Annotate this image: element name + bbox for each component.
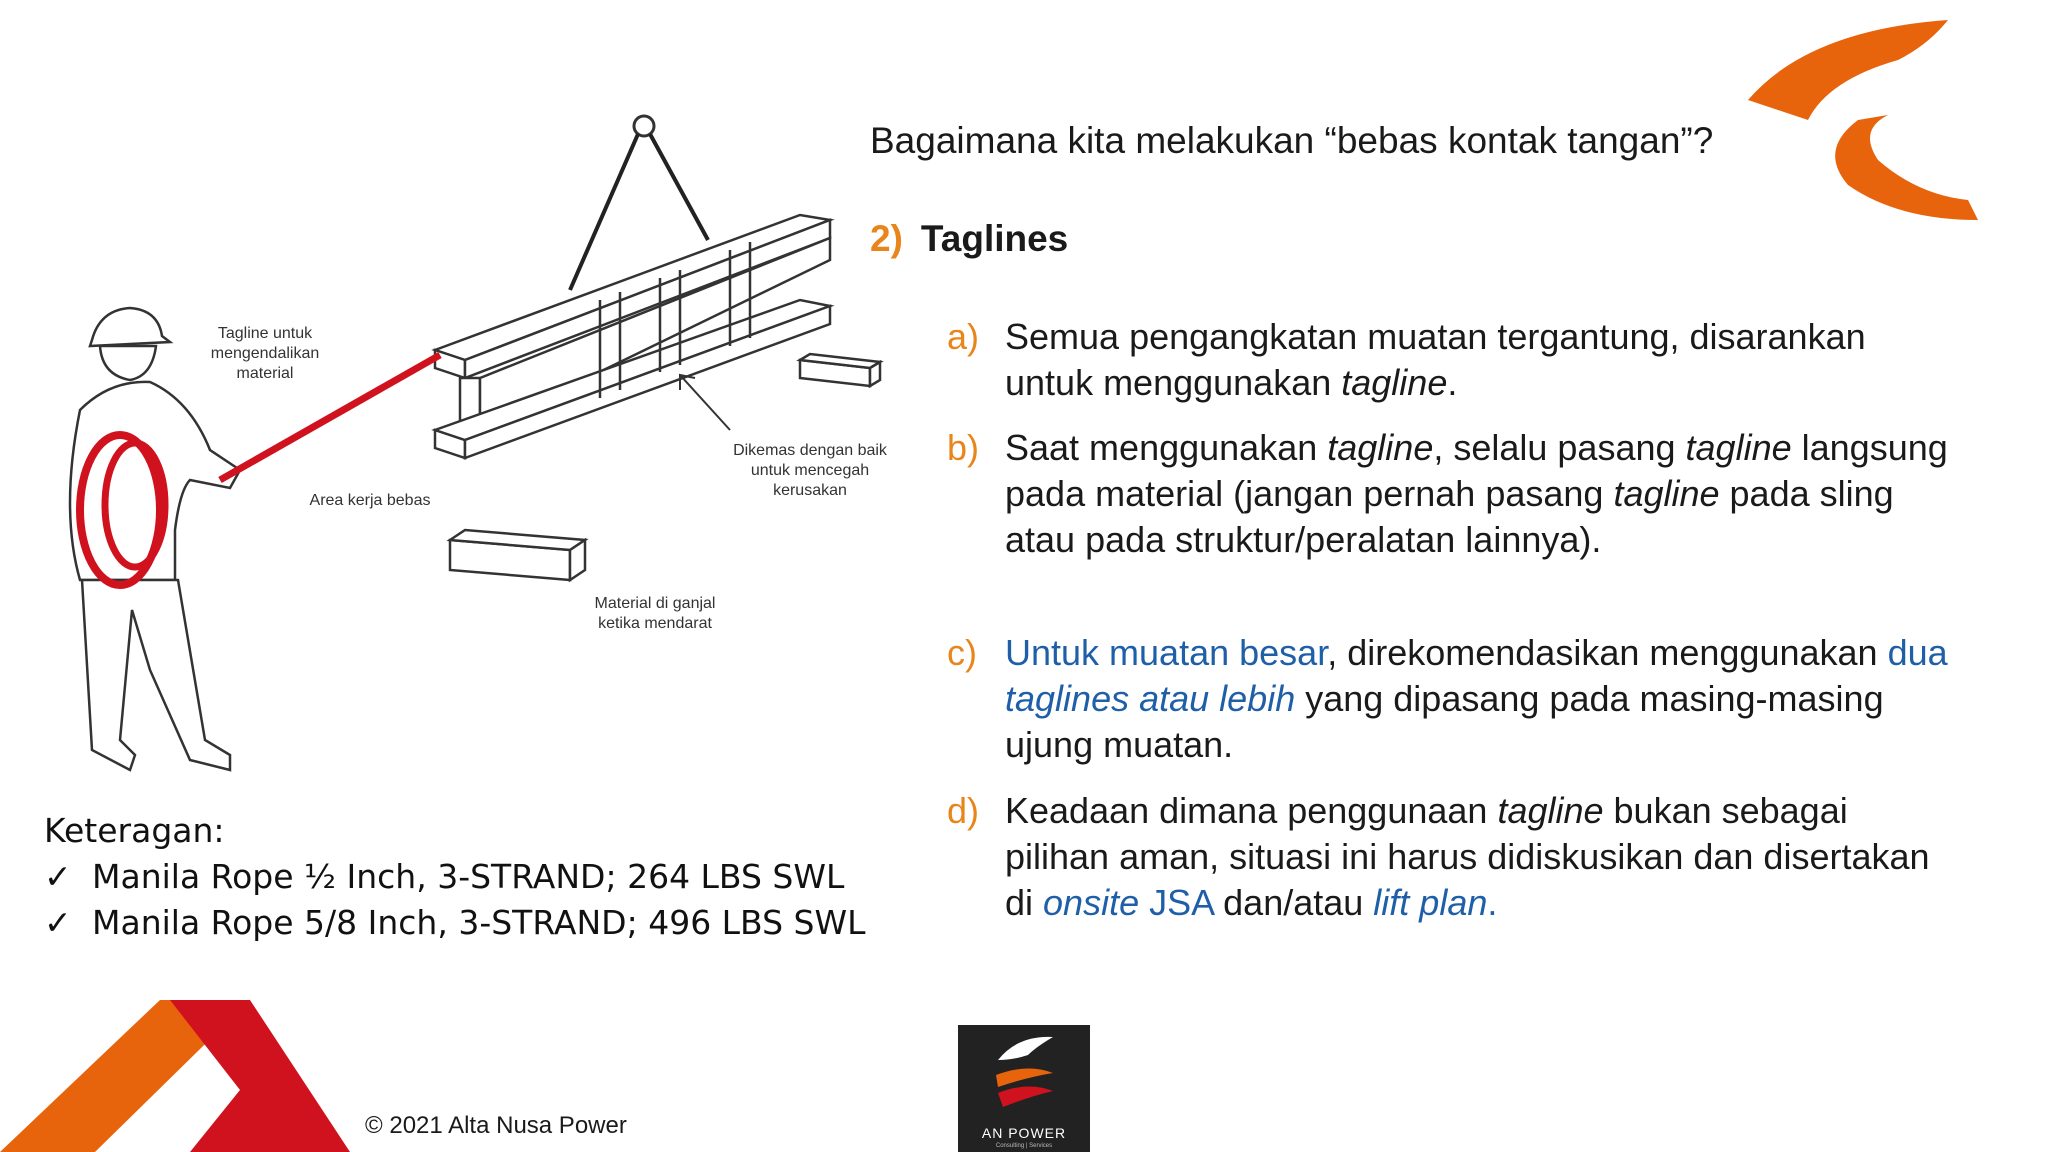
section-title: Taglines: [920, 218, 1069, 259]
item-text-segment: tagline: [1685, 427, 1792, 468]
notes-item-text: Manila Rope 5/8 Inch, 3-STRAND; 496 LBS SWL: [92, 903, 866, 942]
item-letter: d): [947, 790, 980, 831]
dunnage-block-large: [450, 530, 585, 580]
checkmark-icon: ✓: [44, 857, 72, 896]
slide-question: Bagaimana kita melakukan “bebas kontak tangan”?: [870, 120, 1714, 161]
notes-item: [44, 900, 866, 946]
item-text-segment: , direkomendasikan menggunakan: [1327, 632, 1888, 673]
brand-logo-mark: [1748, 20, 1988, 220]
item-text-segment: tagline: [1497, 790, 1604, 831]
brand-name: AN POWER: [981, 1125, 1067, 1141]
item-text-segment: Saat menggunakan: [1005, 427, 1328, 468]
item-text-segment: Semua pengangkatan muatan tergantung, disarankan untuk menggunakan: [1005, 316, 1866, 403]
crane-hook: [634, 116, 654, 136]
label-block-2: ketika mendarat: [598, 615, 712, 632]
label-packed-2: untuk mencegah: [750, 462, 870, 479]
item-text-segment: tagline: [1341, 362, 1448, 403]
corner-decoration: [0, 990, 360, 1152]
checkmark-icon: ✓: [44, 903, 72, 942]
item-letter: a): [947, 316, 980, 357]
dunnage-block-small: [800, 354, 880, 386]
notes-title: Keteragan:: [44, 811, 225, 850]
brand-sub: Consulting | Services: [995, 1143, 1053, 1149]
item-text: [1005, 425, 1955, 563]
item-text-segment: onsite: [1043, 882, 1140, 923]
label-packed-1: Dikemas dengan baik: [733, 442, 887, 459]
label-packed-3: kerusakan: [773, 482, 847, 499]
item-text-segment: Untuk muatan besar: [1005, 632, 1328, 673]
item-text-segment: dan/atau: [1213, 882, 1374, 923]
item-letter: b): [947, 427, 980, 468]
notes-item: [44, 854, 866, 900]
item-text: [1005, 630, 1955, 768]
item-text: [1005, 788, 1955, 926]
wave-logo-icon: [958, 1025, 1090, 1120]
item-text-segment: tagline: [1327, 427, 1434, 468]
notes-item-text: Manila Rope ½ Inch, 3-STRAND; 264 LBS SWL: [92, 857, 845, 896]
item-text-segment: bukan sebagai pilihan aman, situasi ini harus didiskusikan dan disertakan di: [1005, 790, 1930, 923]
copyright-text: © 2021 Alta Nusa Power: [365, 1112, 627, 1139]
section-number: 2): [870, 218, 903, 259]
item-letter: c): [947, 632, 977, 673]
item-text-segment: dua: [1887, 632, 1948, 673]
item-text-segment: pada sling atau pada struktur/peralatan lainnya).: [1005, 473, 1894, 560]
item-text-segment: tagline: [1613, 473, 1720, 514]
label-tagline-1: Tagline untuk: [217, 325, 313, 342]
label-block-1: Material di ganjal: [594, 595, 716, 612]
sling-right: [650, 134, 708, 240]
label-tagline-3: material: [236, 365, 294, 382]
label-tagline-2: mengendalikan: [210, 345, 320, 362]
an-power-logo: [958, 1025, 1090, 1152]
item-text-segment: lift plan: [1373, 882, 1488, 923]
tagline-illustration: [40, 110, 910, 790]
item-text-segment: .: [1447, 362, 1458, 403]
item-text-segment: langsung pada material (jangan pernah pasang: [1005, 427, 1948, 514]
item-text-segment: yang dipasang pada masing-masing ujung muatan.: [1005, 678, 1884, 765]
item-text-segment: , selalu pasang: [1433, 427, 1686, 468]
sling-left: [570, 134, 638, 290]
i-beam: [435, 215, 830, 458]
item-text: [1005, 314, 1955, 406]
item-text-segment: .: [1487, 882, 1498, 923]
item-text-segment: JSA: [1139, 882, 1214, 923]
section-heading: [870, 218, 1068, 260]
item-text-segment: Keadaan dimana penggunaan: [1005, 790, 1498, 831]
item-text-segment: taglines atau lebih: [1005, 678, 1296, 719]
arrow-line: [680, 375, 730, 430]
rope-notes: [44, 808, 866, 946]
label-area: Area kerja bebas: [309, 492, 431, 509]
